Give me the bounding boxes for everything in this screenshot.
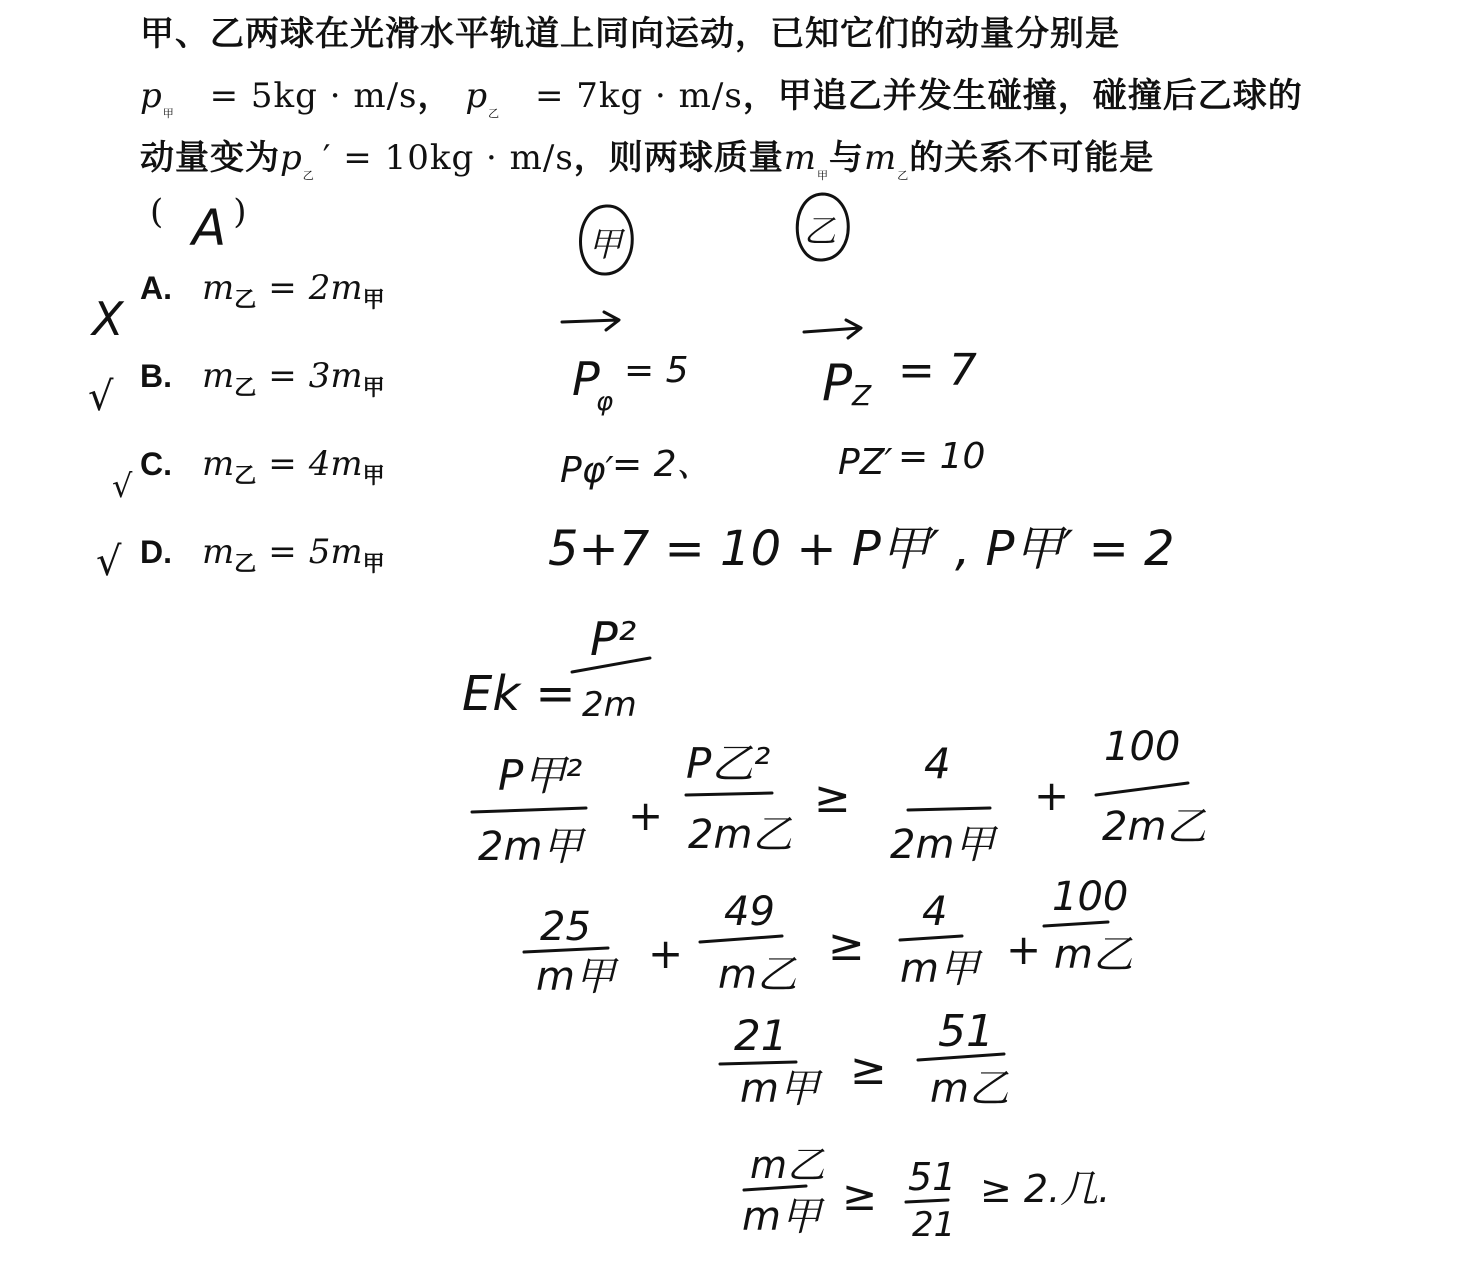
option-eq: =: [268, 444, 297, 484]
ineq1-geq: ≥: [814, 772, 851, 823]
question-line-2-text: ，甲追乙并发生碰撞，碰撞后乙球的: [742, 76, 1303, 116]
ineq1-den-3: 2m甲: [890, 822, 995, 868]
ineq3-num-1: 21: [734, 1011, 788, 1060]
question-line-3-text3: 与: [829, 138, 865, 178]
question-line-3-text2: ，则两球质量: [573, 138, 784, 178]
p-jia-after-letter: Pφ′: [560, 450, 614, 491]
ek-lhs: Ek =: [462, 666, 576, 722]
mark-b-check: √: [88, 374, 114, 420]
separator: ，: [417, 76, 453, 116]
option-lhs: m: [202, 444, 235, 484]
p-jia-eq: = 5: [624, 350, 689, 391]
option-lhs-sub: 乙: [234, 376, 257, 401]
ineq2-den-3: m甲: [900, 946, 979, 992]
p-yi-prime-subscript: 乙: [302, 169, 315, 182]
ineq1-den-1: 2m甲: [478, 824, 583, 870]
p-jia-subscript: 甲: [162, 107, 175, 120]
ineq4-num-2: 51: [908, 1155, 957, 1199]
ineq2-den-1: m甲: [536, 954, 615, 1000]
inequality-4: [742, 1143, 1110, 1245]
option-rhs-sub: 甲: [362, 376, 385, 401]
option-lhs-sub: 乙: [234, 464, 257, 489]
mark-c-check: √: [112, 467, 133, 505]
question-line-1: 甲、乙两球在光滑水平轨道上同向运动，已知它们的动量分别是: [140, 14, 1120, 54]
handwritten-answer: A: [192, 199, 227, 257]
option-letter: C.: [140, 446, 172, 482]
option-rhs: 3m: [308, 356, 363, 396]
m-jia-subscript: 甲: [817, 169, 830, 182]
ineq1-den-4: 2m乙: [1102, 804, 1207, 850]
p-yi-after-letter: PZ′: [838, 442, 893, 483]
ineq2-geq: ≥: [828, 920, 865, 971]
option-lhs: m: [202, 532, 235, 572]
option-rhs: 5m: [308, 532, 363, 572]
ineq4-num-1: m乙: [750, 1143, 826, 1187]
p-yi-value: = 7kg · m/s: [534, 76, 743, 116]
ineq3-num-2: 51: [938, 1006, 994, 1057]
paren-close: ): [233, 192, 247, 232]
ineq2-den-4: m乙: [1054, 932, 1133, 978]
option-rhs-sub: 甲: [362, 288, 385, 313]
ek-numerator: P²: [590, 612, 637, 666]
p-yi-subscript: 乙: [488, 107, 501, 120]
ineq2-plus-1: +: [648, 929, 684, 978]
inequality-3: [720, 1006, 1009, 1112]
mark-d-check: √: [96, 539, 122, 585]
option-letter: A.: [140, 270, 172, 306]
option-letter: B.: [140, 358, 172, 394]
ineq3-den-2: m乙: [930, 1066, 1009, 1112]
option-rhs: 4m: [308, 444, 363, 484]
label-jia: 甲: [588, 225, 622, 265]
p-jia-symbol: p: [140, 76, 163, 116]
p-jia-after-eq: = 2、: [612, 444, 713, 485]
option-lhs: m: [202, 268, 235, 308]
ineq1-plus-1: +: [628, 791, 664, 840]
question-line-3-text4: 的关系不可能是: [909, 138, 1155, 178]
p-yi-prime-value: ′ = 10kg · m/s: [322, 138, 574, 178]
question-line-3-text1: 动量变为: [140, 138, 280, 178]
arrow-jia: [562, 312, 619, 330]
ineq3-geq: ≥: [850, 1044, 887, 1095]
p-yi-after-eq: = 10: [898, 436, 986, 477]
ineq1-num-3: 4: [924, 739, 951, 788]
ineq1-num-4: 100: [1104, 724, 1181, 770]
ineq4-den-2: 21: [912, 1205, 956, 1245]
m-yi-subscript: 乙: [897, 169, 910, 182]
option-lhs: m: [202, 356, 235, 396]
ineq2-plus-2: +: [1006, 925, 1042, 974]
ineq1-plus-2: +: [1034, 771, 1070, 820]
ineq4-geq: ≥: [842, 1171, 878, 1220]
ineq4-result: ≥ 2.几.: [980, 1167, 1111, 1211]
p-yi-symbol: p: [465, 76, 489, 116]
ineq2-num-2: 49: [724, 889, 775, 935]
p-jia-sub: φ: [596, 387, 614, 417]
ek-denominator: 2m: [582, 685, 637, 725]
ineq1-den-2: 2m乙: [688, 812, 793, 858]
ineq1-num-1: P甲²: [498, 751, 583, 800]
paren-open: (: [150, 192, 164, 232]
ineq2-num-4: 100: [1052, 874, 1129, 920]
momentum-conservation: 5+7 = 10 + P甲′ , P甲′ = 2: [548, 521, 1175, 577]
label-yi: 乙: [804, 212, 837, 250]
p-yi-letter: P: [822, 354, 853, 412]
option-lhs-sub: 乙: [234, 552, 257, 577]
ineq4-den-1: m甲: [742, 1194, 821, 1240]
inequality-1: [472, 724, 1206, 870]
ineq2-num-1: 25: [540, 904, 591, 950]
option-eq: =: [268, 268, 297, 308]
p-yi-sub: Z: [852, 379, 872, 412]
p-jia-value: = 5kg · m/s: [209, 76, 418, 116]
p-yi-prime-symbol: p: [280, 138, 303, 178]
option-eq: =: [268, 356, 297, 396]
m-jia-symbol: m: [783, 138, 818, 178]
inequality-2: [524, 874, 1133, 1000]
ineq2-num-3: 4: [922, 889, 948, 935]
mark-a-cross: X: [92, 292, 124, 346]
option-eq: =: [268, 532, 297, 572]
p-yi-eq: = 7: [898, 345, 977, 396]
ineq2-den-2: m乙: [718, 952, 797, 998]
m-yi-symbol: m: [864, 138, 898, 178]
arrow-yi: [804, 320, 861, 338]
option-rhs-sub: 甲: [362, 464, 385, 489]
option-lhs-sub: 乙: [234, 288, 257, 313]
option-rhs: 2m: [308, 268, 363, 308]
option-rhs-sub: 甲: [362, 552, 385, 577]
ineq3-den-1: m甲: [740, 1066, 819, 1112]
p-jia-letter: P: [572, 352, 600, 406]
option-letter: D.: [140, 534, 172, 570]
ineq1-num-2: P乙²: [686, 739, 771, 788]
